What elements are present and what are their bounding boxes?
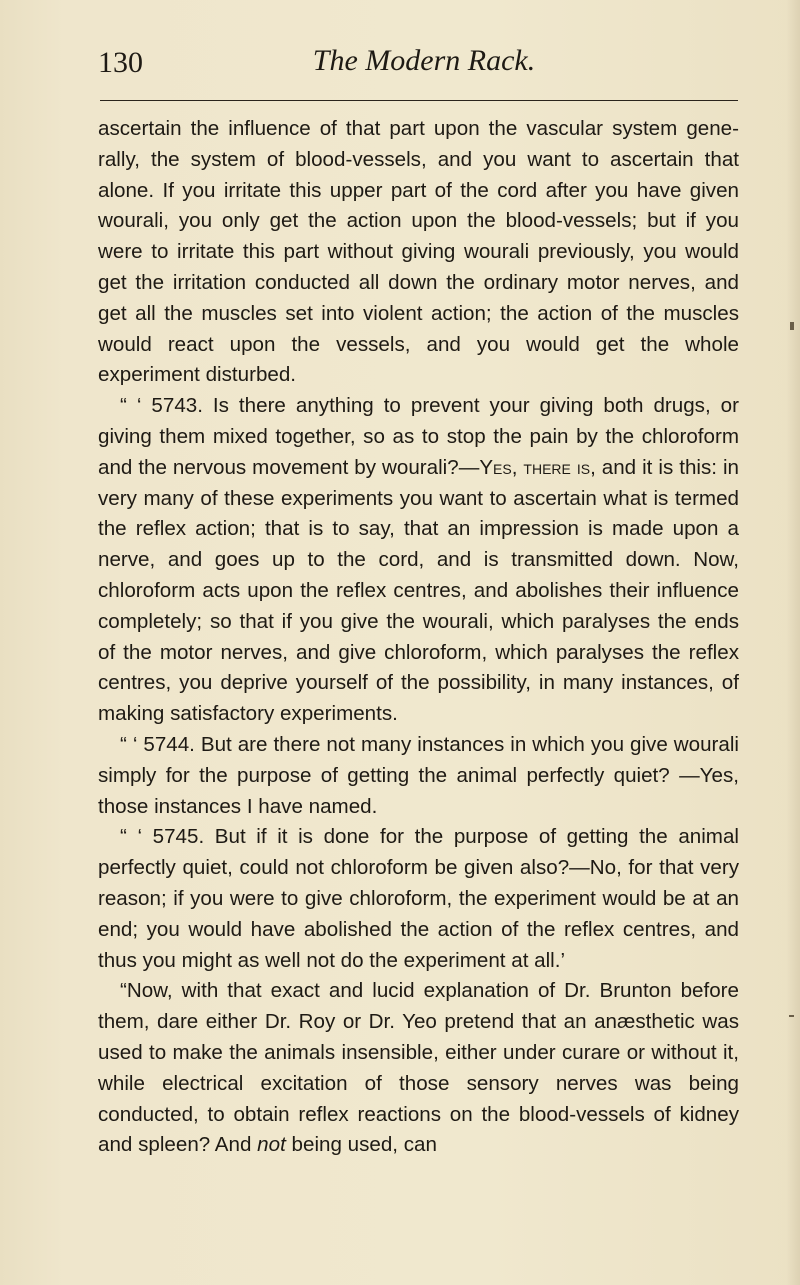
paragraph-5-text-after: being used, can — [285, 1133, 437, 1157]
page-header — [98, 40, 740, 90]
paragraph-5-italic: not — [257, 1133, 286, 1157]
paragraph-2-text-after: and it is this: in very many of these experiments you want to ascertain what is termed the reflex action; that is to say, that an impression is made upon a nerve, and goes up to the cord, and is transmitted down. Now, chloroform acts upon the reflex centres, and abolishes their influence completely; so that if you give the wourali, which paralyses the ends of the motor nerves, and give chloroform, which paralyses the reflex centres, you deprive yourself of the possibility, in many instances, of making satisfactory experiments. — [98, 455, 739, 726]
paragraph-1: ascertain the influence of that part upon the vascular system generally, the system of blood-vessels, and you want to ascertain that alone. If you irritate this upper part of the cord after you have given wourali, you only get the action upon the blood-vessels; but if you were to irritate this part without giving wourali previously, you would get the irritation conducted all down the ordinary motor nerves, and get all the muscles set into violent action; the action of the muscles would react upon the vessels, and you would get the whole experiment disturbed. — [98, 117, 739, 387]
running-title: The Modern Rack. — [312, 44, 536, 77]
page-edge-shadow — [786, 0, 800, 1285]
body-text — [98, 114, 739, 1161]
margin-mark — [789, 1015, 794, 1017]
paragraph-5 — [98, 976, 739, 1161]
paragraph-2-small-caps: Yes, there is, — [479, 455, 596, 479]
paragraph-3: “ ‘ 5744. But are there not many instances in which you give wourali simply for the purpose of getting the animal perfectly quiet? —Yes, those instances I have named. — [98, 732, 739, 818]
margin-mark — [790, 322, 794, 330]
paragraph-5-text-before: “Now, with that exact and lucid explanation of Dr. Brunton before them, dare either Dr. Roy or Dr. Yeo pretend that an anæsthetic was used to make the animals insensible, either under curare or without it, while electrical excitation of those sensory nerves was being conducted, to obtain reflex reactions on the blood-vessels of kidney and spleen? And — [98, 979, 739, 1157]
paragraph-2 — [98, 391, 739, 730]
header-rule — [100, 100, 738, 101]
paragraph-4: “ ‘ 5745. But if it is done for the purpose of getting the animal perfectly quiet, could not chloroform be given also?—No, for that very reason; if you were to give chloroform, the experiment would be at an end; you would have abolished the action of the reflex centres, and thus you might as well not do the experiment at all.’ — [98, 825, 739, 972]
paragraph-2-text-before: “ ‘ 5743. Is there anything to prevent your giving both drugs, or giving them mixed together, so as to stop the pain by the chloroform and the nervous movement by wourali?— — [98, 394, 739, 479]
page-number: 130 — [98, 46, 143, 79]
